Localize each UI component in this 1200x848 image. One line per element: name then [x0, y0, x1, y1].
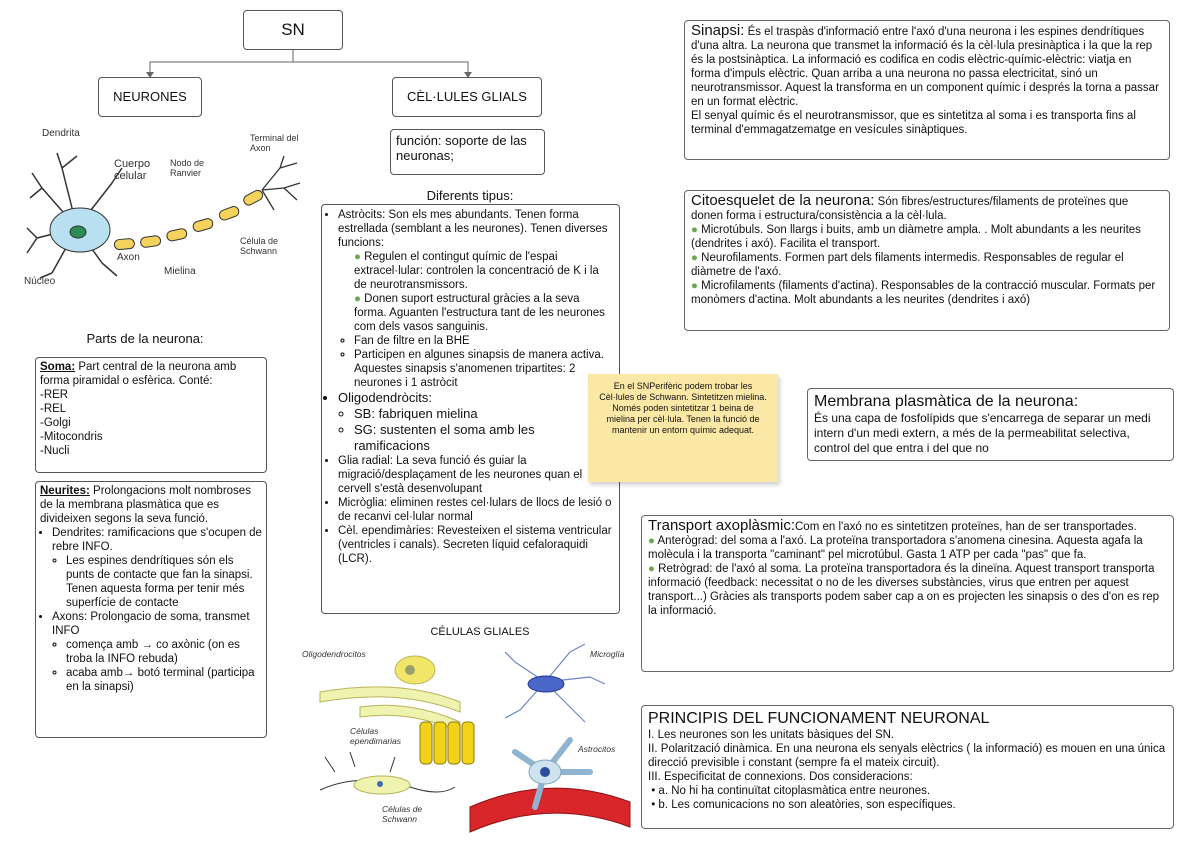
- astro-func-1: [354, 250, 613, 292]
- neurites-text: Prolongacions molt nombroses de la membrana plasmàtica que es divideixen segons la seva funció.: [40, 485, 251, 525]
- cito-microfil: [691, 279, 1163, 307]
- principis-head: PRINCIPIS DEL FUNCIONAMENT NEURONAL: [648, 710, 990, 727]
- label-mielina: Mielina: [164, 266, 196, 277]
- neurites-list: [40, 526, 262, 694]
- principis-b: • b. Les comunicacions no son aleatòries, son específiques.: [648, 799, 956, 811]
- label-nodo: Nodo de Ranvier: [170, 158, 205, 178]
- principis-1: I. Les neurones son les unitats bàsiques del SN.: [648, 729, 895, 741]
- cito-micro: [691, 223, 1163, 251]
- astro-func-2: [354, 292, 613, 334]
- sticky-note-text: En el SNPerifèric podem trobar les Cèl·lules de Schwann. Sintetitzen mielina. Només poden sintetitzar 1 beina de mielina per cèl·lula. Tenen la funció de mantenir un entorn químic adequat.: [599, 381, 767, 435]
- neurones-box: [98, 77, 202, 117]
- dendrites-sublist: [52, 554, 262, 610]
- neurites-head: Neurites:: [40, 485, 90, 497]
- comenca-item: ◦ comença amb → co axònic (on es troba la INFO rebuda): [66, 638, 262, 666]
- glial-label-oligo: Oligodendrocitos: [302, 649, 366, 659]
- principis-b-text: b. Les comunicacions no son aleatòries, son específiques.: [658, 799, 956, 811]
- oligo-sb: ◦ SB: fabriquen mielina: [354, 406, 613, 422]
- label-axon: Axon: [117, 252, 140, 263]
- soma-head: Soma:: [40, 361, 76, 373]
- transport-text: Com en l'axó no es sintetitzen proteïnes, han de ser transportades.: [795, 521, 1137, 533]
- astro-sublist-2: [338, 334, 613, 390]
- axons-sublist: [52, 638, 262, 694]
- cito-text: Són fibres/estructures/filaments de proteïnes que donen forma i estructura/consistència a la cèl·lula.: [691, 196, 1129, 222]
- sinapsi-body: [691, 24, 1163, 109]
- axons-item: • Axons: Prolongacio de soma, transmet INFO: [52, 610, 262, 638]
- neurites-desc: [40, 484, 262, 526]
- sinapsi-panel: [684, 20, 1170, 160]
- principis-a-text: a. No hi ha continuïtat citoplasmàtica entre neurones.: [658, 785, 931, 797]
- soma-item-nucli: -Nucli: [40, 445, 70, 457]
- principis-3: III. Especificitat de connexions. Dos consideracions:: [648, 771, 913, 783]
- tipus-title: Diferents tipus:: [426, 188, 514, 203]
- glials-box: [392, 77, 542, 117]
- cito-microfil-text: Microfilaments (filaments d'actina). Responsables de la contracció muscular. Formats per monòmers d'actina. Molt abundants a les neurites (dendrites i axó): [691, 280, 1156, 306]
- membrana-text: És una capa de fosfolípids que s'encarrega de separar un medi intern d'un medi extern, a més de la permeabilitat selectiva, control del que entra i del que no: [814, 411, 1151, 455]
- transport-retrograd-text: Retrògrad: de l'axó al soma. La proteïna transportadora és la dineïna. Aquest transport transporta informació (feedback: necessitat o no de les diverses substàncies, virus que entren per aquest transport...) Gràcies als transports podem saber cap a on es projecten les sinapsis o des d'on es rep la informació.: [648, 563, 1160, 617]
- soma-desc: [40, 360, 262, 388]
- glial-function-text: función: soporte de las neuronas;: [396, 133, 527, 163]
- label-cuerpo: Cuerpo celular: [114, 158, 151, 182]
- cito-panel: [684, 190, 1170, 331]
- label-dendrita: Dendrita: [42, 128, 80, 139]
- label-schwann: Célula de Schwann: [240, 236, 279, 256]
- glial-function-box: [390, 129, 545, 175]
- soma-item-rel: -REL: [40, 403, 67, 415]
- principis-a: • a. No hi ha continuïtat citoplasmàtica entre neurones.: [648, 785, 931, 797]
- dendrites-item: • Dendrites: ramificacions que s'ocupen de rebre INFO.: [52, 526, 262, 554]
- glial-label-schwann: Células de Schwann: [382, 804, 423, 824]
- tipus-list: [328, 208, 613, 566]
- oligo-item: • Oligodendròcits:: [338, 390, 613, 406]
- astro-func-3: ◦ Fan de filtre en la BHE: [354, 334, 613, 348]
- bullet-icon: ●: [648, 563, 655, 575]
- epend-item: • Cèl. ependimàries: Revesteixen el sistema ventricular (ventricles i canals). Secreten líquid cefaloraquidi (LCR).: [338, 524, 613, 566]
- bullet-icon: ●: [691, 224, 698, 236]
- radial-item: • Glia radial: La seva funció és guiar la migració/desplaçament de les neurones quan el cervell s'està desenvolupant: [338, 454, 613, 496]
- oligo-sg: ◦ SG: sustenten el soma amb les ramificacions: [354, 422, 613, 454]
- bullet-icon: ●: [691, 252, 698, 264]
- transport-body: [648, 519, 1167, 534]
- oligo-sublist: [338, 406, 613, 454]
- astro-func-1-text: Regulen el contingut químic de l'espai extracel·lular: controlen la concentració de K i la de neurotransmissors.: [354, 251, 599, 291]
- bullet-icon: ●: [354, 293, 361, 305]
- astro-func-2-text: Donen suport estructural gràcies a la seva forma. Aguanten l'estructura tant de les neurones com dels vasos sanguinis.: [354, 293, 605, 333]
- cito-neuro: [691, 251, 1163, 279]
- neurites-box: [35, 481, 267, 738]
- transport-head: Transport axoplàsmic:: [648, 517, 795, 534]
- label-terminal: Terminal del Axon: [250, 133, 299, 153]
- neuron-illustration: [22, 128, 322, 288]
- principis-2: II. Polarització dinàmica. En una neurona els senyals elèctrics ( la informació) es mouen en una única direcció previsible i constant (sempre fa el mateix circuit).: [648, 743, 1166, 769]
- membrana-head: Membrana plasmàtica de la neurona:: [814, 393, 1079, 410]
- neurones-label: NEURONES: [113, 89, 187, 104]
- glial-illustration: [300, 622, 640, 840]
- transport-anterograd-text: Anterògrad: del soma a l'axó. La proteïna transportadora s'anomena cinesina. Aquesta agafa la molècula i la transporta "caminant" pel microtúbul. Gasta 1 ATP per cada "pas" que fa.: [648, 535, 1143, 561]
- cito-micro-text: Microtúbuls. Son llargs i buits, amb un diàmetre ampla. . Molt abundants a les neurites (dendrites i axó). Facilita el transport.: [691, 224, 1141, 250]
- cito-neuro-text: Neurofilaments. Formen part dels filaments intermedis. Responsables de regular el diàmetre de l'axó.: [691, 252, 1124, 278]
- soma-box: [35, 357, 267, 473]
- bullet-icon: ●: [354, 251, 361, 263]
- tipus-box: [321, 204, 620, 614]
- membrana-panel: [807, 388, 1174, 461]
- sn-root-label: SN: [281, 20, 305, 39]
- soma-item-mitocondris: -Mitocondris: [40, 431, 103, 443]
- soma-item-rer: -RER: [40, 389, 69, 401]
- principis-panel: [641, 705, 1174, 829]
- acaba-item: ◦ acaba amb→ botó terminal (participa en la sinapsi): [66, 666, 262, 694]
- cito-body: [691, 194, 1163, 223]
- glials-label: CÈL·LULES GLIALS: [407, 89, 527, 104]
- sn-root-box: [243, 10, 343, 50]
- bullet-icon: ●: [648, 535, 655, 547]
- label-nucleo: Núcleo: [24, 276, 56, 287]
- astro-item: • Astròcits: Son els mes abundants. Tenen forma estrellada (semblant a les neurones). Tenen diverses funcions:: [338, 208, 613, 250]
- sticky-note: [588, 374, 778, 482]
- transport-anterograd: [648, 534, 1167, 562]
- cito-head: Citoesquelet de la neurona:: [691, 192, 875, 209]
- astro-func-4: ◦ Participen en algunes sinapsis de manera activa. Aquestes sinapsis s'anomenen tripartites: 2 neurones i 1 astròcit: [354, 348, 613, 390]
- transport-panel: [641, 515, 1174, 672]
- parts-title: Parts de la neurona:: [86, 331, 204, 346]
- sinapsi-text-2: El senyal químic és el neurotransmissor, que es sintetitza al soma i es transporta fins al terminal d'emmagatzematge en vesícules sinàptiques.: [691, 110, 1136, 136]
- micro-item: • Micròglia: eliminen restes cel·lulars de llocs de lesió o de recanvi cel·lular normal: [338, 496, 613, 524]
- soma-item-golgi: -Golgi: [40, 417, 71, 429]
- soma-text: Part central de la neurona amb forma piramidal o esfèrica. Conté:: [40, 361, 237, 387]
- glial-label-astro: Astrocitos: [578, 744, 616, 754]
- sinapsi-text: És el traspàs d'informació entre l'axó d'una neurona i les espines dendrítiques d'una altra. La neurona que transmet la informació és la cèl·lula presinàptica i la que la rep és la postsinàptica. La informació es codifica en codis elèctric-químic-elèctric: viatja en forma d'impuls elèctric. Quan arriba a una neurona no passa electricitat, sinó un neurotransmissor. Aquest la transforma en un component químic i després la torna a passar en un format elèctric.: [691, 26, 1159, 108]
- glial-label-microglia: Microglía: [590, 649, 625, 659]
- glial-img-title: CÉLULAS GLIALES: [430, 626, 530, 638]
- espines-item: ◦ Les espines dendrítiques són els punts de contacte que fan la sinapsi. Tenen aquesta forma per tenir més superfície de contacte: [66, 554, 262, 610]
- bullet-icon: ●: [691, 280, 698, 292]
- glial-label-epend: Células ependimarias: [350, 726, 402, 746]
- transport-retrograd: [648, 562, 1167, 618]
- sinapsi-head: Sinapsi:: [691, 22, 745, 39]
- astro-sublist: [338, 250, 613, 334]
